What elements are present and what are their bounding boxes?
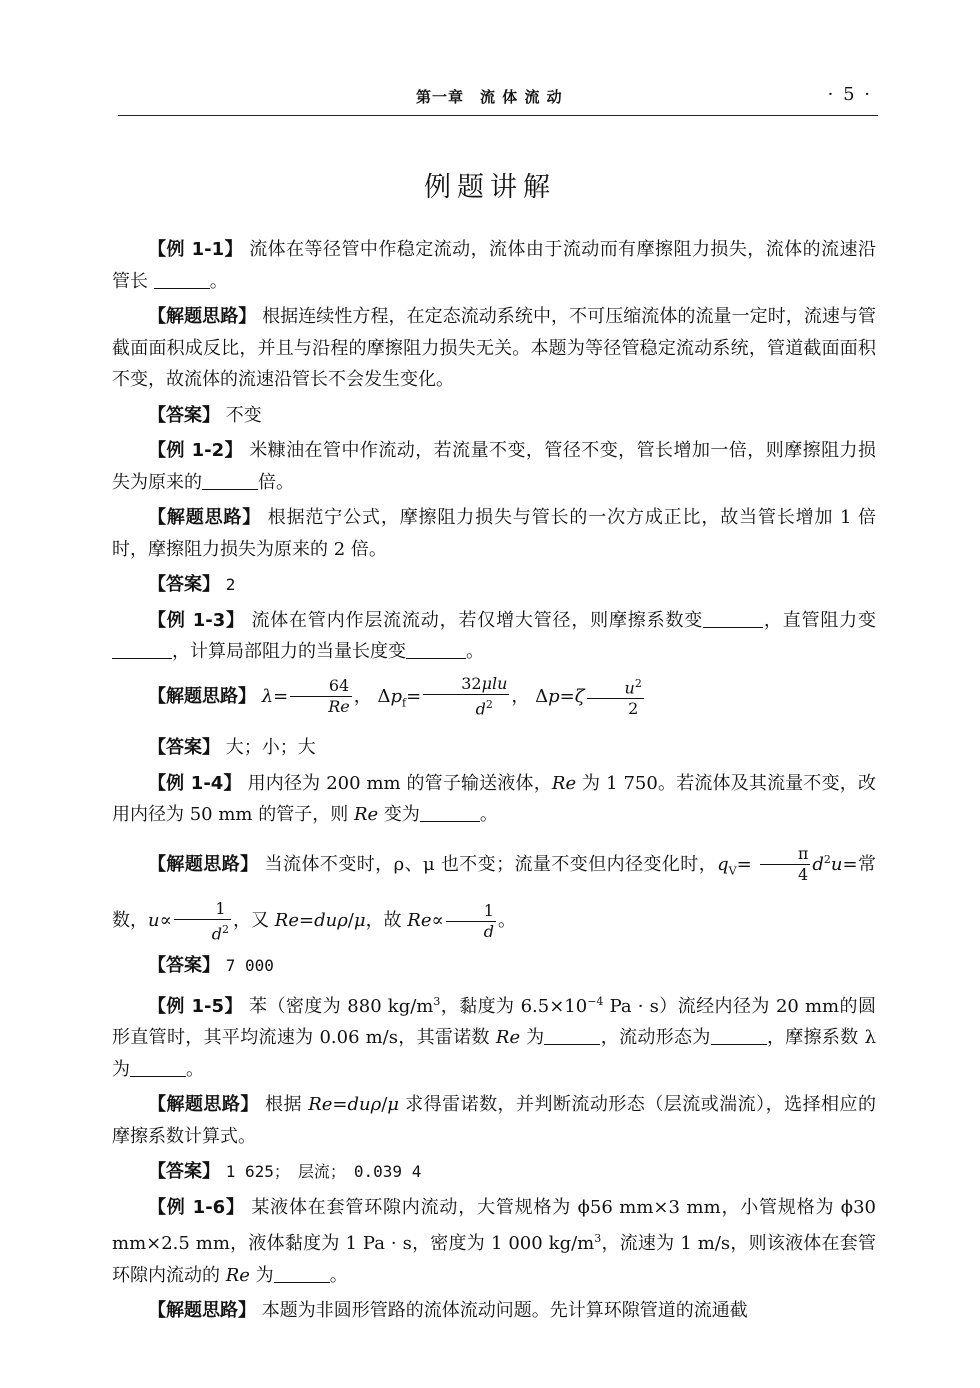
answer-blank [154,270,210,289]
answer-blank [406,640,466,659]
example-1-1-answer: 【答案】 不变 [148,404,262,426]
example-1-1-hint: 【解题思路】 根据连续性方程，在定态流动系统中，不可压缩流体的流量一定时，流速与管截面面积成反比，并且与沿程的摩擦阻力损失无关。本题为等径管稳定流动系统，管道截面面积不变，故流体的流速沿管长不会发生变化。 [112,306,876,390]
example-1-4-hint: 【解题思路】 当流体不变时，ρ、μ 也不变；流量不变但内径变化时，$q_V=$ $\frac{\pi}{4}$ $d^2u=$常数，u∝ $\frac{1}{d^2}$ ，又 Re=duρ/μ，故 Re∝ $\frac{1}{d}$ 。 [112,844,876,943]
formula-fraction: $\frac{u^2}{2}$ [587,674,644,719]
example-1-3-answer: 【答案】 大；小；大 [148,737,316,759]
page-header [118,82,878,110]
example-1-6-hint: 【解题思路】 本题为非圆形管路的流体流动问题。先计算环隙管道的流通截 [148,1300,748,1322]
example-1-1-question: 【例 1-1】 流体在等径管中作稳定流动，流体由于流动而有摩擦阻力损失，流体的流速沿管长 。 [112,239,876,292]
formula-fraction: $\frac{64}{Re}$ [290,676,352,717]
header-rule [118,115,878,116]
answer-blank [703,609,763,628]
answer-blank [202,471,258,490]
formula-fraction: $\frac{1}{d}$ [446,901,496,942]
answer-blank [544,1026,600,1045]
example-1-5-answer: 【答案】 1 625； 层流； 0.039 4 [148,1161,422,1183]
formula-fraction: $\frac{\text{32μlu}}{d^2}$ [423,674,509,719]
example-1-5-question: 【例 1-5】 苯（密度为 880 $kg/m^3$，黏度为 $6.5\times 10^{-4}$ Pa · s）流经内径为 20 mm的圆形直管时，其平均流速为 0.06 m/s，其雷诺数 Re 为 ，流动形态为 ，摩擦系数 λ 为 。 [112,994,876,1080]
example-1-5-hint: 【解题思路】 根据 Re=duρ/μ 求得雷诺数，并判断流动形态（层流或湍流），选择相应的摩擦系数计算式。 [112,1094,876,1147]
example-1-2-question: 【例 1-2】 米糠油在管中作流动，若流量不变，管径不变，管长增加一倍，则摩擦阻力损失为原来的 倍。 [112,440,876,493]
example-1-2-hint: 【解题思路】 根据范宁公式，摩擦阻力损失与管长的一次方成正比，故当管长增加 1 倍时，摩擦阻力损失为原来的 2 倍。 [112,507,876,560]
example-1-2-answer: 【答案】 2 [148,574,236,595]
answer-blank [130,1058,186,1077]
answer-blank [711,1026,767,1045]
answer-blank [274,1264,330,1283]
page-number: · 5 · [827,84,872,105]
chapter-title: 第一章 流 体 流 动 [416,88,563,106]
example-1-4-question: 【例 1-4】 用内径为 200 mm 的管子输送液体，Re 为 1 750。若流体及其流量不变，改用内径为 50 mm 的管子，则 Re 变为 。 [112,772,876,826]
answer-blank [112,640,172,659]
example-1-3-hint: 【解题思路】 λ= $\frac{64}{Re}$ ， $\Delta p_f=$ $\frac{\text{32μlu}}{d^2}$ ， Δp=ζ $\frac{u^2}{2}$ [148,673,642,719]
main-content [112,234,876,1331]
formula-fraction: $\frac{1}{d^2}$ [174,899,231,944]
formula-fraction: $\frac{\pi}{4}$ [760,844,811,885]
section-title: 例题讲解 [424,172,556,203]
example-1-6-question: 【例 1-6】 某液体在套管环隙内流动，大管规格为 ϕ56 mm×3 mm，小管规格为 ϕ30 mm×2.5 mm，液体黏度为 1 Pa · s，密度为 1 000 $kg/m^3$，流速为 1 m/s，则该液体在套管环隙内流动的 Re 为 。 [112,1196,876,1286]
example-1-3-question: 【例 1-3】 流体在管内作层流流动，若仅增大管径，则摩擦系数变 ，直管阻力变，计算局部阻力的当量长度变 。 [112,605,876,668]
answer-blank [420,803,480,822]
example-1-4-answer: 【答案】 7 000 [148,955,274,977]
